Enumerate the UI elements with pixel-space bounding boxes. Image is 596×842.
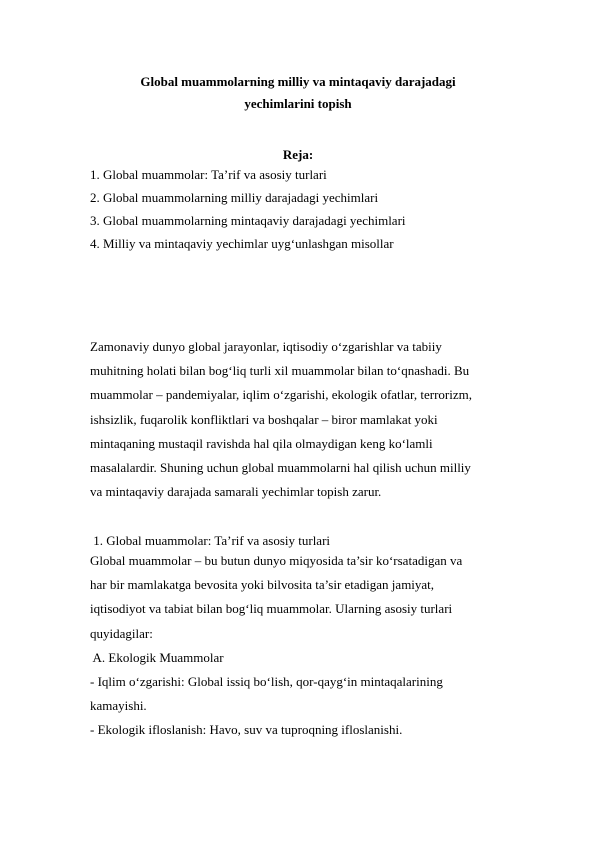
- intro-paragraph-line: Zamonaviy dunyo global jarayonlar, iqtisodiy o‘zgarishlar va tabiiy: [90, 339, 442, 354]
- section-1-line: - Ekologik ifloslanish: Havo, suv va tuproqning ifloslanishi.: [90, 722, 403, 737]
- intro-paragraph-line: ishsizlik, fuqarolik konfliktlari va boshqalar – biror mamlakat yoki: [90, 412, 438, 427]
- section-1-heading: 1. Global muammolar: Ta’rif va asosiy turlari: [90, 533, 331, 548]
- intro-paragraph-line: muammolar – pandemiyalar, iqlim o‘zgarishi, ekologik ofatlar, terrorizm,: [90, 387, 472, 402]
- section-1-line: har bir mamlakatga bevosita yoki bilvosita ta’sir etadigan jamiyat,: [90, 577, 435, 592]
- plan-item: 1. Global muammolar: Ta’rif va asosiy turlari: [90, 167, 327, 182]
- intro-paragraph-line: muhitning holati bilan bog‘liq turli xil muammolar bilan to‘qnashadi. Bu: [90, 363, 470, 378]
- section-1-subheading: A. Ekologik Muammolar: [90, 650, 224, 665]
- plan-heading: Reja:: [282, 147, 314, 162]
- intro-paragraph-line: mintaqaning mustaqil ravishda hal qila olmaydigan keng ko‘lamli: [90, 436, 433, 451]
- intro-paragraph-line: masalalardir. Shuning uchun global muammolarni hal qilish uchun milliy: [90, 460, 471, 475]
- plan-item: 4. Milliy va mintaqaviy yechimlar uyg‘unlashgan misollar: [90, 236, 394, 251]
- section-1-line: quyidagilar:: [90, 626, 153, 641]
- intro-paragraph-line: va mintaqaviy darajada samarali yechimlar topish zarur.: [90, 484, 382, 499]
- plan-item: 3. Global muammolarning mintaqaviy darajadagi yechimlari: [90, 213, 406, 228]
- plan-item: 2. Global muammolarning milliy darajadagi yechimlari: [90, 190, 379, 205]
- document-title-line-1: Global muammolarning milliy va mintaqaviy darajadagi: [140, 74, 456, 89]
- section-1-line: Global muammolar – bu butun dunyo miqyosida ta’sir ko‘rsatadigan va: [90, 553, 463, 568]
- document-title-line-2: yechimlarini topish: [244, 96, 352, 111]
- section-1-line: kamayishi.: [90, 698, 147, 713]
- section-1-line: iqtisodiyot va tabiat bilan bog‘liq muammolar. Ularning asosiy turlari: [90, 601, 453, 616]
- section-1-line: - Iqlim o‘zgarishi: Global issiq bo‘lish, qor-qayg‘in mintaqalarining: [90, 674, 443, 689]
